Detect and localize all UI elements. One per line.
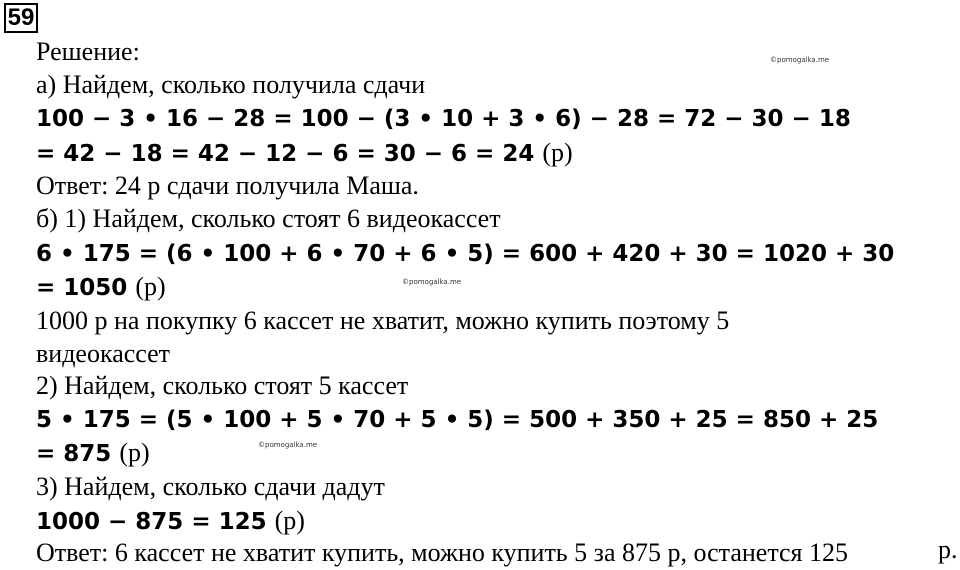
unit-label: (р) [135,272,166,301]
unit-label: (р) [119,438,150,467]
part-a-intro: а) Найдем, сколько получила сдачи [36,70,426,99]
part-b-equation-4 [36,437,150,470]
final-answer-unit: р. [938,535,958,564]
equation-text: 1000 − 875 = 125 [36,509,267,535]
part-b-step-1: б) 1) Найдем, сколько стоят 6 видеокассет [36,204,501,233]
part-b-step-3: 3) Найдем, сколько сдачи дадут [36,472,385,501]
final-answer: Ответ: 6 кассет не хватит купить, можно купить 5 за 875 р, останется 125 [36,538,849,567]
watermark: ©pomogalka.me [402,278,462,286]
watermark: ©pomogalka.me [258,441,318,449]
part-b-equation-5 [36,505,305,538]
part-b-equation-3: 5 • 175 = (5 • 100 + 5 • 70 + 5 • 5) = 500 + 350 + 25 = 850 + 25 [36,407,879,433]
unit-label: (р) [542,138,573,167]
problem-number-badge: 59 [4,3,38,33]
solution-heading: Решение: [36,37,140,66]
equation-text: = 1050 [36,275,128,301]
part-a-equation-1: 100 − 3 • 16 − 28 = 100 − (3 • 10 + 3 • 6) − 28 = 72 − 30 − 18 [36,106,851,132]
watermark: ©pomogalka.me [770,56,830,64]
part-b-note-line-2: видеокассет [36,339,171,368]
part-b-equation-1: 6 • 175 = (6 • 100 + 6 • 70 + 6 • 5) = 600 + 420 + 30 = 1020 + 30 [36,241,895,267]
equation-text: = 875 [36,441,112,467]
equation-text: = 42 − 18 = 42 − 12 − 6 = 30 − 6 = 24 [36,141,535,167]
part-b-step-2: 2) Найдем, сколько стоят 5 кассет [36,371,409,400]
unit-label: (р) [274,506,305,535]
part-a-answer: Ответ: 24 р сдачи получила Маша. [36,171,419,200]
part-b-note-line-1: 1000 р на покупку 6 кассет не хватит, можно купить поэтому 5 [36,306,730,335]
part-b-equation-2 [36,271,166,304]
part-a-equation-2 [36,137,573,170]
